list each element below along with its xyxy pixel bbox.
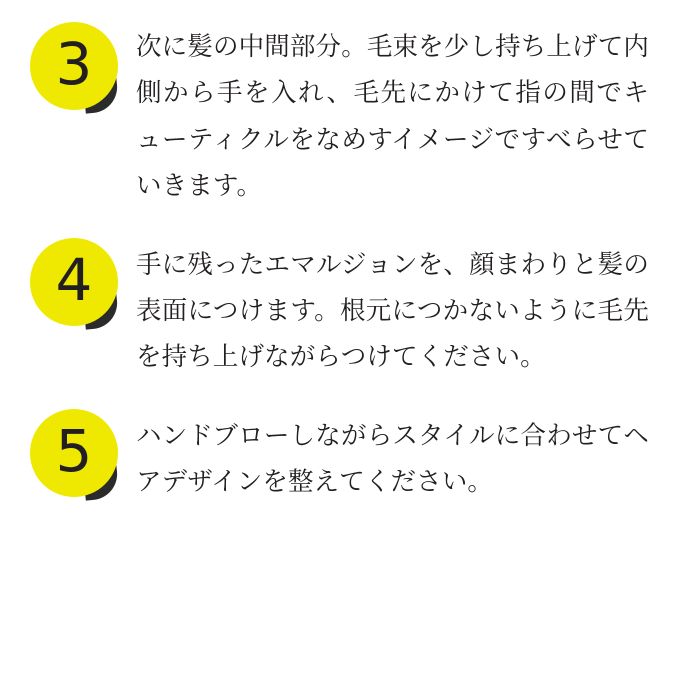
step-text: 次に髪の中間部分。毛束を少し持ち上げて内側から手を入れ、毛先にかけて指の間でキューティクルをなめすイメージですべらせていきます。 [136, 33, 649, 201]
badge-number: 3 [55, 30, 93, 98]
badge-circle [30, 409, 118, 497]
step-item [30, 409, 649, 506]
step-item [30, 22, 649, 210]
badge-number: 5 [55, 416, 93, 485]
step-badge-3 [30, 22, 122, 114]
step-badge-5 [30, 409, 122, 501]
badge-number: 4 [55, 245, 93, 314]
step-text: 手に残ったエマルジョンを、顔まわりと髪の表面につけます。根元につかないように毛先を持ち上げながらつけてください。 [136, 250, 649, 372]
step-text: ハンドブローしながらスタイルに合わせてヘアデザインを整えてください。 [136, 421, 649, 497]
badge-circle [30, 238, 118, 326]
step-badge-4 [30, 238, 122, 330]
badge-circle [30, 22, 118, 110]
step-item [30, 238, 649, 381]
